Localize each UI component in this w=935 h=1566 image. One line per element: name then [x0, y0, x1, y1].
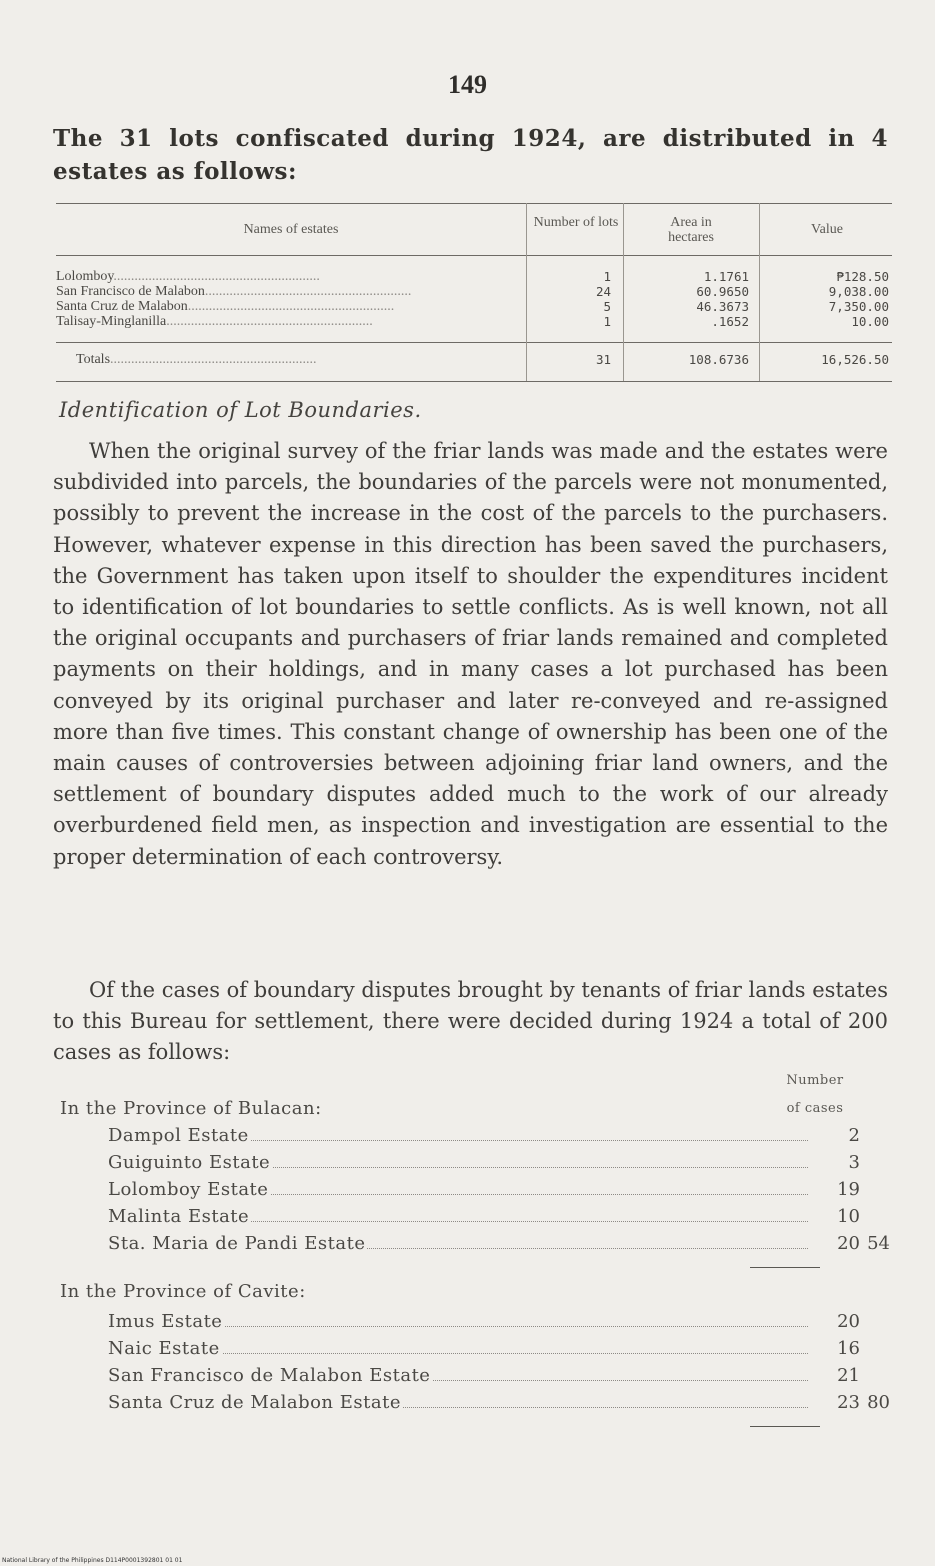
table-row-lots: 5	[603, 299, 611, 314]
estate-cases: 16	[837, 1338, 860, 1359]
table-header-rule	[56, 255, 892, 256]
table-row-value: 7,350.00	[828, 299, 889, 314]
list-item	[60, 1338, 890, 1365]
table-row-area: 1.1761	[703, 269, 749, 284]
list-item	[60, 1152, 890, 1179]
table-row-lots: 1	[603, 269, 611, 284]
table-totals-lots: 31	[595, 352, 611, 367]
table-row-value: 9,038.00	[828, 284, 889, 299]
table-row-lots: 24	[595, 284, 611, 299]
estate-cases: 19	[837, 1179, 860, 1200]
cases-list	[60, 1073, 890, 1543]
estate-name: Imus Estate	[108, 1311, 223, 1332]
list-item	[60, 1365, 890, 1392]
list-item	[60, 1311, 890, 1338]
table-row-name: Santa Cruz de Malabon...........................................................	[56, 299, 395, 314]
library-footer: National Library of the Philippines D114P0001392801 01 01	[2, 1557, 183, 1564]
estate-cases: 23	[837, 1392, 860, 1413]
estate-name: Malinta Estate	[108, 1206, 250, 1227]
province-total: 54	[867, 1233, 890, 1254]
subtotal-rule	[750, 1426, 820, 1427]
list-item	[60, 1206, 890, 1233]
estate-cases: 10	[837, 1206, 860, 1227]
table-row-value: 10.00	[851, 314, 889, 329]
estate-name: Sta. Maria de Pandi Estate	[108, 1233, 366, 1254]
table-totals-value: 16,526.50	[821, 352, 889, 367]
province-heading: In the Province of Bulacan:	[60, 1098, 322, 1119]
subtotal-rule	[750, 1267, 820, 1268]
estate-name: Santa Cruz de Malabon Estate	[108, 1392, 401, 1413]
list-item	[60, 1392, 890, 1419]
table-row-name: Talisay-Minglanilla...........................................................	[56, 314, 373, 329]
table-row-area: .1652	[711, 314, 749, 329]
section-subheading: Identification of Lot Boundaries.	[59, 398, 422, 422]
intro-heading: The 31 lots confiscated during 1924, are distributed in 4 estates as follows:	[53, 125, 888, 185]
cases-col-header-line1: Number	[786, 1073, 844, 1088]
estate-cases: 2	[848, 1125, 860, 1146]
estates-table	[56, 203, 892, 383]
table-row-name: Lolomboy...........................................................	[56, 269, 320, 284]
table-bottom-rule	[56, 381, 892, 382]
estate-name: Naic Estate	[108, 1338, 220, 1359]
estate-cases: 3	[848, 1152, 860, 1173]
estate-name: Dampol Estate	[108, 1125, 249, 1146]
table-row-name: San Francisco de Malabon...........................................................	[56, 284, 412, 299]
col-header-value: Value	[811, 222, 843, 237]
table-totals-area: 108.6736	[688, 352, 749, 367]
table-top-rule	[56, 203, 892, 204]
table-row-lots: 1	[603, 314, 611, 329]
estate-name: Guiguinto Estate	[108, 1152, 271, 1173]
paragraph-cases: Of the cases of boundary disputes brought by tenants of friar lands estates to this Bureau for settlement, there were decided during 1924 a total of 200 cases as follows:	[53, 978, 889, 1065]
cases-col-header-line2: of cases	[786, 1101, 844, 1116]
col-header-lots: Number of lots	[533, 215, 619, 230]
estate-cases: 20	[837, 1311, 860, 1332]
table-row-area: 60.9650	[696, 284, 749, 299]
estate-name: San Francisco de Malabon Estate	[108, 1365, 431, 1386]
list-item	[60, 1125, 890, 1152]
province-total: 80	[867, 1392, 890, 1413]
paragraph-identification: When the original survey of the friar lands was made and the estates were subdivided into parcels, the boundaries of the parcels were not monumented, possibly to prevent the increase in the cost of the parcels to the purchasers. However, whatever expense in this direction has been saved the purchasers, the Government has taken upon itself to shoulder the expenditures incident to identification of lot boundaries to settle conflicts. As is well known, not all the original occupants and purchasers of friar lands remained and completed payments on their holdings, and in many cases a lot purchased has been conveyed by its original purchaser and later re-conveyed and re-assigned more than five times. This constant change of ownership has been one of the main causes of controversies between adjoining friar land owners, and the settlement of boundary disputes added much to the work of our already overburdened field men, as inspection and investigation are essential to the proper determination of each controversy.	[53, 439, 888, 869]
table-totals-label: Totals...........................................................	[76, 352, 317, 367]
province-heading: In the Province of Cavite:	[60, 1281, 306, 1302]
col-header-name: Names of estates	[243, 222, 339, 237]
page-number: 149	[448, 70, 487, 99]
table-row-area: 46.3673	[696, 299, 749, 314]
table-row-value: ₱128.50	[836, 269, 889, 284]
list-item	[60, 1179, 890, 1206]
estate-cases: 20	[837, 1233, 860, 1254]
estate-cases: 21	[837, 1365, 860, 1386]
list-item	[60, 1233, 890, 1260]
table-totals-rule	[56, 342, 892, 343]
col-header-area: Area in hectares	[668, 215, 714, 245]
estate-name: Lolomboy Estate	[108, 1179, 269, 1200]
